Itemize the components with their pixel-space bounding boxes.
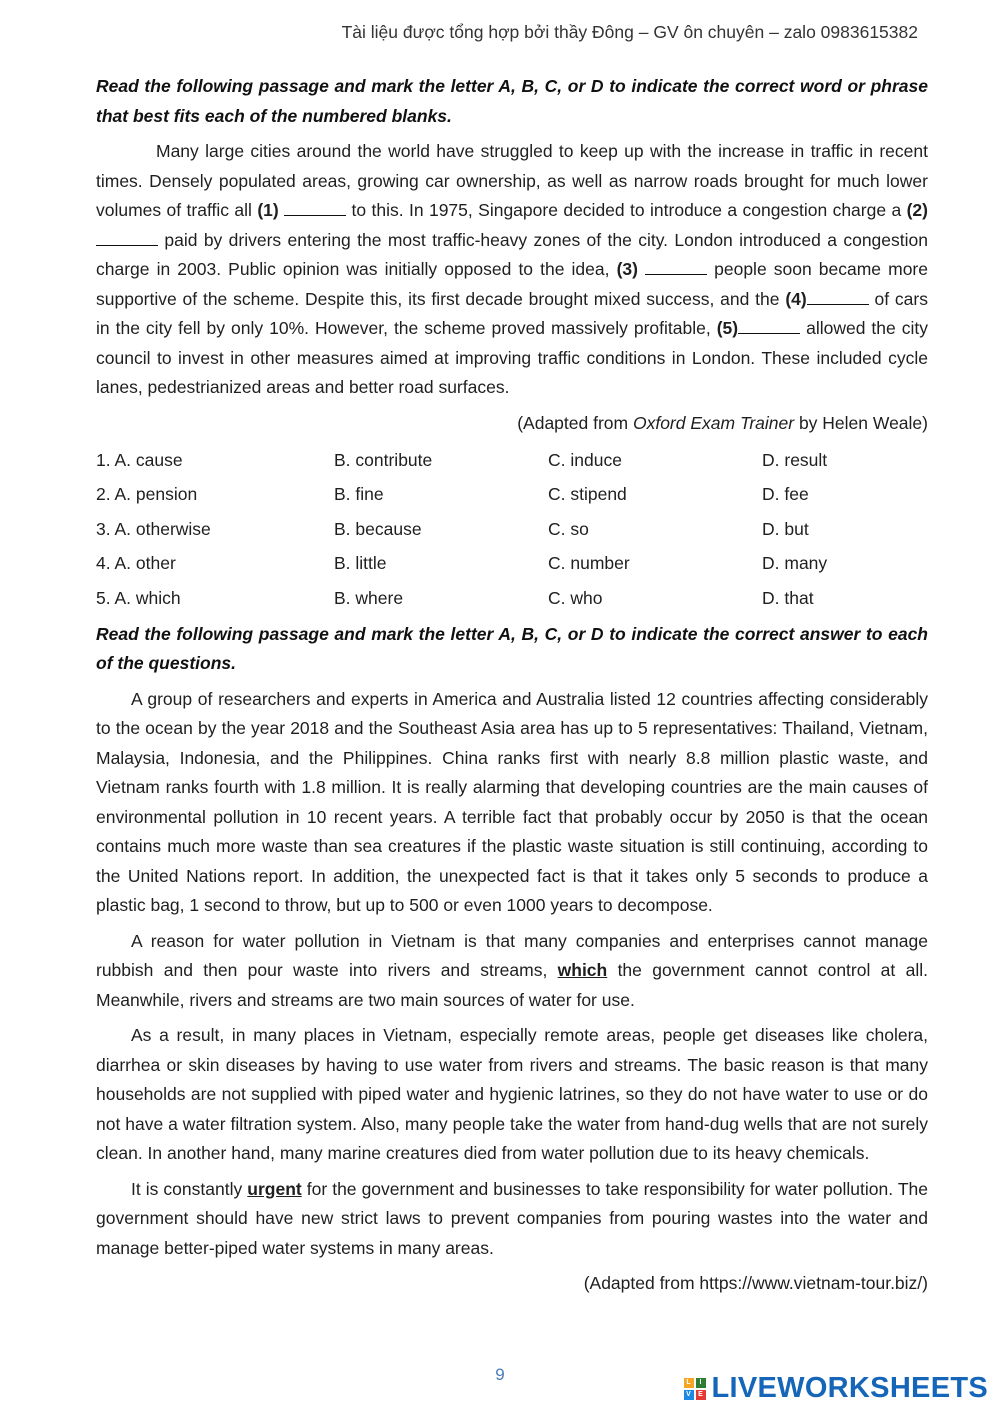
underlined-word-urgent: urgent — [247, 1178, 302, 1199]
option-3a[interactable]: 3. A. otherwise — [96, 518, 211, 539]
blank-number-2: (2) — [906, 200, 928, 220]
option-4d[interactable]: D. many — [762, 553, 828, 573]
worksheet-content — [96, 72, 928, 1304]
option-1a[interactable]: 1. A. cause — [96, 449, 183, 470]
option-2d[interactable]: D. fee — [762, 484, 809, 504]
reading-paragraph-4: It is constantly urgent for the government and businesses to take responsibility for water pollution. The government should have new strict laws to prevent companies from pouring wastes into the water and manage better-piped water systems in many areas. — [96, 1178, 928, 1258]
question-1-options — [96, 443, 928, 478]
page-header: Tài liệu được tổng hợp bởi thầy Đông – GV ôn chuyên – zalo 0983615382 — [341, 22, 918, 42]
section2-source: (Adapted from https://www.vietnam-tour.biz/) — [583, 1273, 928, 1293]
option-3b[interactable]: B. because — [334, 518, 422, 539]
option-3d[interactable]: D. but — [762, 518, 809, 539]
blank-2[interactable] — [96, 231, 158, 246]
section1-instruction: Read the following passage and mark the letter A, B, C, or D to indicate the correct word or phrase that best fits each of the numbered blanks. — [96, 76, 928, 126]
logo-tile-v: V — [684, 1390, 694, 1400]
option-2b[interactable]: B. fine — [334, 484, 384, 504]
logo-tile-i: I — [696, 1378, 706, 1388]
blank-number-4: (4) — [785, 288, 807, 309]
underlined-word-which: which — [557, 960, 608, 980]
section1-source: (Adapted from Oxford Exam Trainer by Helen Weale) — [517, 412, 928, 433]
reading-paragraph-3: As a result, in many places in Vietnam, especially remote areas, people get diseases like cholera, diarrhea or skin diseases by having to use water from rivers and streams. The basic reason is that many households are not supplied with piped water and hygienic latrines, so they do not have water to use or do not have a water filtration system. Also, many people take the water from hand-dug wells that are not surely clean. In another hand, many marine creatures died from water pollution due to its heavy chemicals. — [96, 1025, 928, 1163]
section2-instruction: Read the following passage and mark the letter A, B, C, or D to indicate the correct answer to each of the questions. — [96, 623, 928, 673]
blank-3[interactable] — [645, 260, 707, 275]
question-3-options — [96, 512, 928, 547]
option-2a[interactable]: 2. A. pension — [96, 484, 198, 504]
option-5b[interactable]: B. where — [334, 587, 404, 608]
blank-number-1: (1) — [257, 200, 279, 220]
blank-4[interactable] — [807, 290, 869, 305]
logo-tile-e: E — [696, 1390, 706, 1400]
option-2c[interactable]: C. stipend — [548, 484, 627, 504]
option-4a[interactable]: 4. A. other — [96, 553, 176, 573]
option-3c[interactable]: C. so — [548, 518, 589, 539]
logo-tile-l: L — [684, 1378, 694, 1388]
question-2-options — [96, 478, 928, 513]
cloze-passage: Many large cities around the world have struggled to keep up with the increase in traffic in recent times. Densely populated areas, growing car ownership, as well as narrow roads brought for much lower volumes of traffic all (1) to this. In 1975, Singapore decided to introduce a congestion charge a (2) paid by drivers entering the most traffic-heavy zones of the city. London introduced a congestion charge in 2003. Public opinion was initially opposed to the idea, (3) people soon became more supportive of the scheme. Despite this, its first decade brought mixed success, and the (4) of cars in the city fell by only 10%. However, the scheme proved massively profitable, (5) allowed the city council to invest in other measures aimed at improving traffic conditions in London. These included cycle lanes, pedestrianized areas and better road surfaces. — [96, 141, 928, 397]
reading-paragraph-1: A group of researchers and experts in America and Australia listed 12 countries affecting considerably to the ocean by the year 2018 and the Southeast Asia area has up to 5 representatives: Thailand, Vietnam, Malaysia, Indonesia, and the Philippines. China ranks first with nearly 8.8 million plastic waste, and Vietnam ranks fourth with 1.8 million. It is really alarming that developing countries are the main causes of environmental pollution in 10 recent years. A terrible fact that probably occur by 2050 is that the ocean contains much more waste than sea creatures if the plastic waste situation is still continuing, according to the United Nations report. In addition, the unexpected fact is that it takes only 5 seconds to produce a plastic bag, 1 second to throw, but up to 500 or even 1000 years to decompose. — [96, 688, 928, 915]
brand-name: LIVEWORKSHEETS — [711, 1372, 988, 1404]
question-5-options — [96, 581, 928, 616]
option-1c[interactable]: C. induce — [548, 449, 622, 470]
option-5a[interactable]: 5. A. which — [96, 587, 181, 608]
reading-paragraph-2: A reason for water pollution in Vietnam is that many companies and enterprises cannot manage rubbish and then pour waste into rivers and streams, which the government cannot control at all. Meanwhile, rivers and streams are two main sources of water for use. — [96, 930, 928, 1010]
question-4-options — [96, 547, 928, 582]
blank-number-5: (5) — [716, 318, 739, 338]
answer-options — [96, 443, 928, 616]
option-1d[interactable]: D. result — [762, 449, 828, 470]
option-4c[interactable]: C. number — [548, 553, 630, 573]
option-1b[interactable]: B. contribute — [334, 449, 433, 470]
blank-1[interactable] — [284, 201, 346, 216]
option-5d[interactable]: D. that — [762, 587, 814, 608]
option-5c[interactable]: C. who — [548, 587, 603, 608]
logo-icon — [684, 1378, 706, 1400]
liveworksheets-logo[interactable] — [684, 1372, 989, 1405]
blank-5[interactable] — [738, 319, 800, 334]
option-4b[interactable]: B. little — [334, 553, 387, 573]
page-number: 9 — [495, 1365, 505, 1384]
blank-number-3: (3) — [616, 259, 638, 279]
